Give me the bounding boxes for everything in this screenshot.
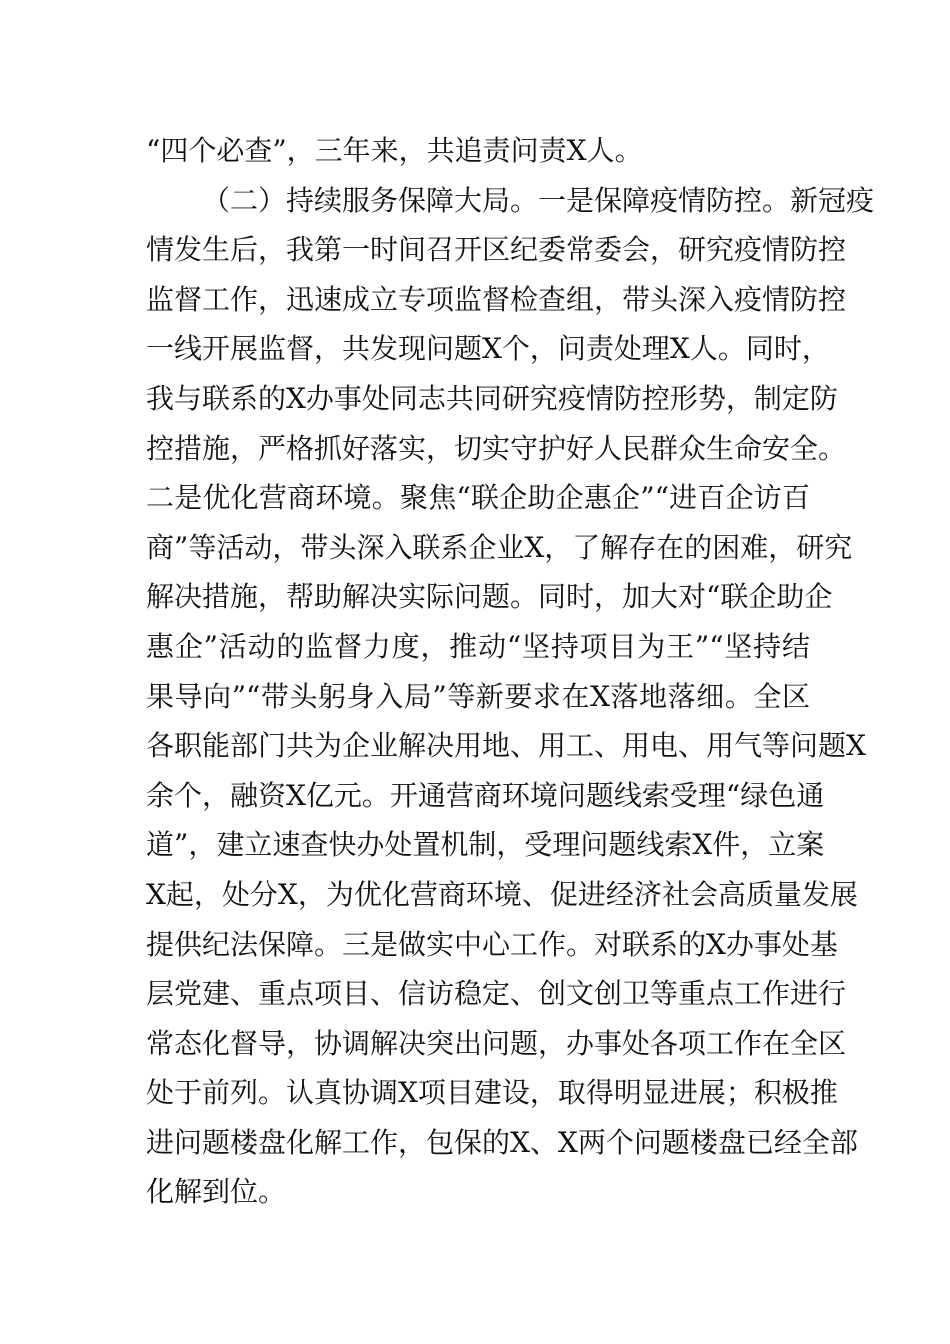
text-line: 我与联系的X办事处同志共同研究疫情防控形势，制定防	[146, 381, 838, 415]
text-line: 常态化督导，协调解决突出问题，办事处各项工作在全区	[146, 1026, 847, 1060]
text-line: 解决措施，帮助解决实际问题。同时，加大对“联企助企	[146, 580, 833, 614]
text-line: 余个，融资X亿元。开通营商环境问题线索受理“绿色通	[146, 778, 825, 812]
text-line: 提供纪法保障。三是做实中心工作。对联系的X办事处基	[146, 927, 838, 961]
text-line: 层党建、重点项目、信访稳定、创文创卫等重点工作进行	[146, 977, 847, 1011]
text-line: 进问题楼盘化解工作，包保的X、X两个问题楼盘已经全部	[146, 1125, 858, 1159]
text-line: 惠企”活动的监督力度，推动“坚持项目为王”“坚持结	[146, 629, 810, 663]
text-line: 商”等活动，带头深入联系企业X，了解存在的困难，研究	[146, 530, 853, 564]
text-line: “四个必查”，三年来，共追责问责X人。	[146, 134, 643, 167]
text-line: 一线开展监督，共发现问题X个，问责处理X人。同时，	[146, 332, 830, 366]
text-line: 果导向”“带头躬身入局”等新要求在X落地落细。全区	[146, 679, 810, 713]
text-line: 处于前列。认真协调X项目建设，取得明显进展；积极推	[146, 1076, 838, 1110]
text-line: 情发生后，我第一时间召开区纪委常委会，研究疫情防控	[146, 233, 847, 267]
text-line: 控措施，严格抓好落实，切实守护好人民群众生命安全。	[146, 431, 847, 465]
body-text	[146, 126, 875, 1217]
text-line: 道”，建立速查快办处置机制，受理问题线索X件，立案	[146, 828, 825, 862]
text-line: 化解到位。	[146, 1175, 287, 1209]
text-line: 各职能部门共为企业解决用地、用工、用电、用气等问题X	[146, 729, 866, 763]
text-line: （二）持续服务保障大局。一是保障疫情防控。新冠疫	[202, 183, 875, 217]
text-line: X起，处分X，为优化营商环境、促进经济社会高质量发展	[146, 877, 858, 911]
text-line: 监督工作，迅速成立专项监督检查组，带头深入疫情防控	[146, 282, 847, 316]
text-line: 二是优化营商环境。聚焦“联企助企惠企”“进百企访百	[146, 481, 810, 515]
